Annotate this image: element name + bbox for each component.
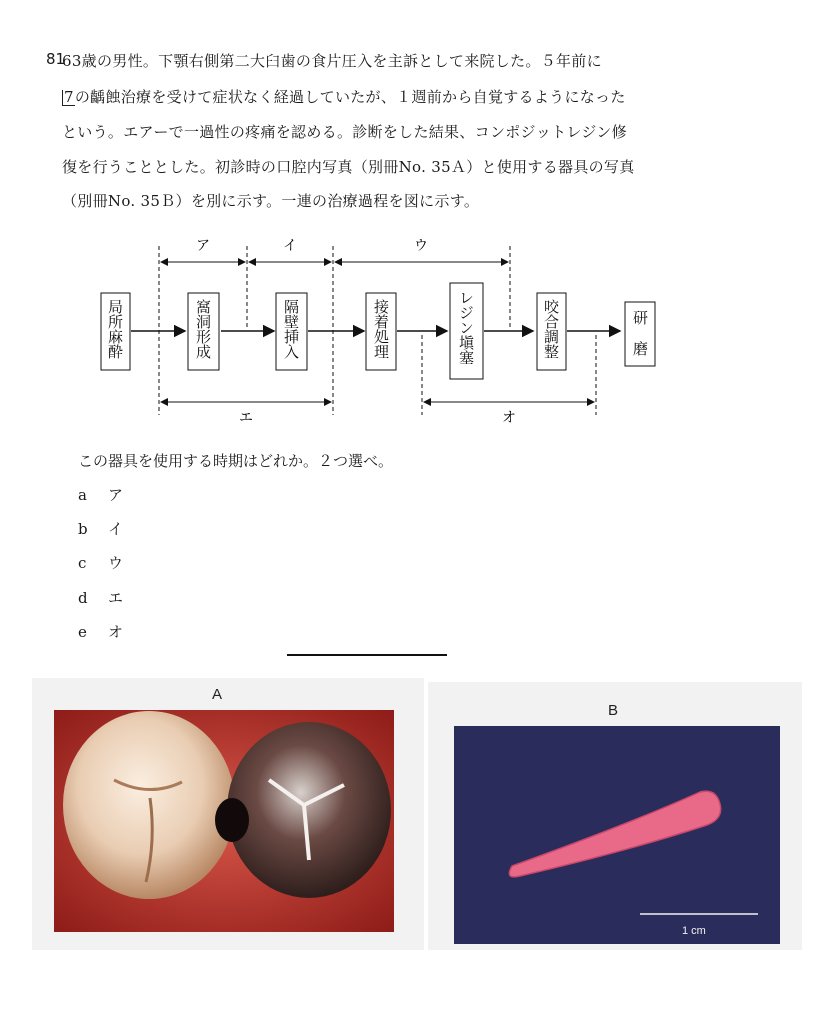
scale-bar-label: 1 cm xyxy=(682,925,706,937)
question-prompt: この器具を使用する時期はどれか。２つ選べ。 xyxy=(78,452,394,470)
step-cavity-preparation: 窩洞形成 xyxy=(194,299,212,359)
option-c[interactable] xyxy=(78,552,123,573)
photo-b-frame xyxy=(428,682,802,950)
photo-a-intraoral xyxy=(54,710,394,932)
span-label-i: イ xyxy=(283,238,297,254)
step-polishing: 研磨 xyxy=(631,310,649,372)
step-occlusal-adjustment: 咬合調整 xyxy=(542,299,560,359)
span-label-e: エ xyxy=(239,410,253,426)
treatment-flow-diagram xyxy=(0,230,821,440)
question-line-3: という。エアーで一過性の疼痛を認める。診断をした結果、コンポジットレジン修 xyxy=(62,123,627,141)
question-line-2 xyxy=(62,86,626,107)
photo-a-frame xyxy=(32,678,424,950)
question-number: 81 xyxy=(46,50,66,68)
photo-b-wedge xyxy=(454,726,780,944)
option-text: オ xyxy=(108,623,124,641)
span-label-u: ウ xyxy=(414,238,428,254)
option-key: d xyxy=(78,589,88,607)
option-a[interactable] xyxy=(78,484,123,505)
step-local-anesthesia: 局所麻酔 xyxy=(106,299,124,359)
option-text: イ xyxy=(108,520,124,538)
question-line-4: 復を行うこととした。初診時の口腔内写真（別冊No. 35Ａ）と使用する器具の写真 xyxy=(62,158,635,176)
tooth-notation: 7 xyxy=(64,88,74,106)
option-b[interactable] xyxy=(78,518,123,539)
option-text: エ xyxy=(108,589,124,607)
question-line-2-text: の齲蝕治療を受けて症状なく経過していたが、１週前から自覚するようになった xyxy=(74,88,626,106)
photo-a-label: A xyxy=(212,686,223,703)
question-line-1: 63歳の男性。下顎右側第二大臼歯の食片圧入を主訴として来院した。５年前に xyxy=(62,52,602,70)
span-label-a: ア xyxy=(196,238,210,254)
option-key: c xyxy=(78,554,87,572)
option-text: ア xyxy=(108,486,124,504)
option-key: e xyxy=(78,623,87,641)
option-d[interactable] xyxy=(78,587,123,608)
option-key: b xyxy=(78,520,88,538)
span-label-o: オ xyxy=(502,410,516,426)
option-text: ウ xyxy=(108,554,124,572)
step-matrix-insertion: 隔壁挿入 xyxy=(282,299,300,359)
option-key: a xyxy=(78,486,87,504)
section-divider xyxy=(287,654,447,656)
step-resin-filling: レジン塡塞 xyxy=(457,290,475,365)
photo-b-label: B xyxy=(608,702,619,719)
option-e[interactable] xyxy=(78,621,123,642)
question-line-5: （別冊No. 35Ｂ）を別に示す。一連の治療過程を図に示す。 xyxy=(62,192,480,210)
step-bonding: 接着処理 xyxy=(372,299,390,359)
